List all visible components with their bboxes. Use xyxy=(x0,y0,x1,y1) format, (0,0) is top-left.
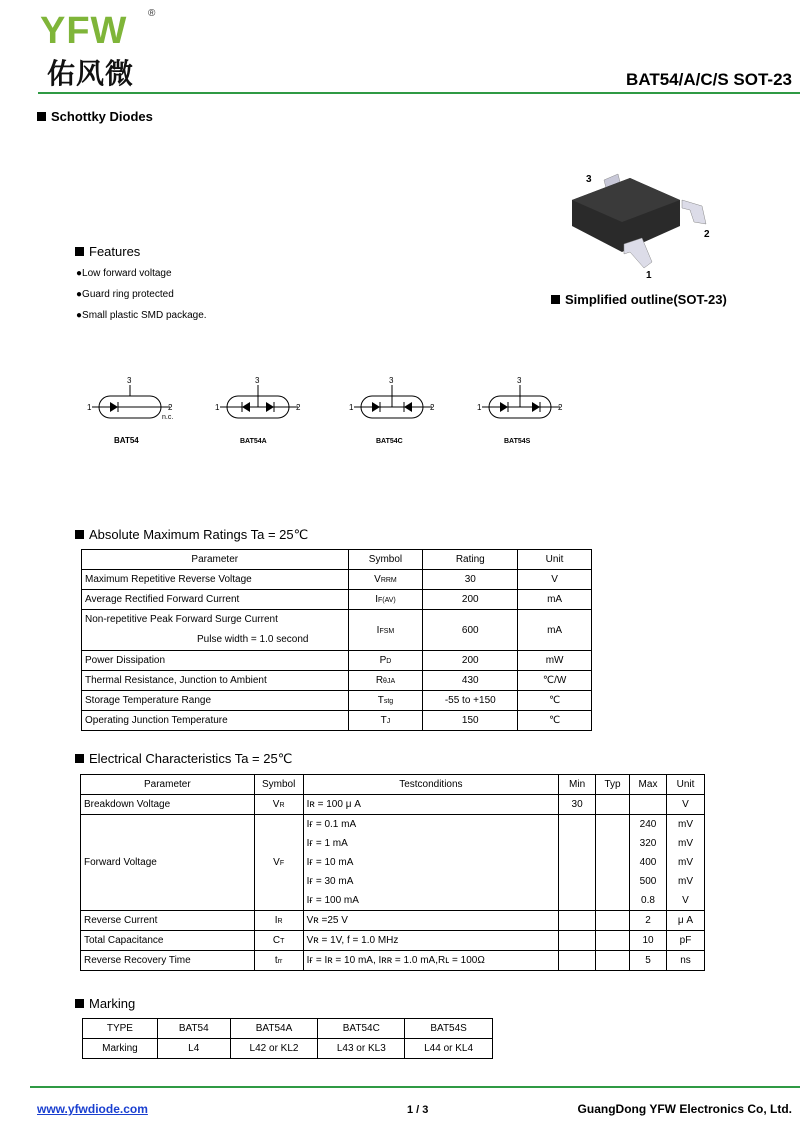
table-row: Marking L4 L42 or KL2 L43 or KL3 L44 or KL4 xyxy=(83,1039,493,1059)
table-row: Breakdown Voltage VR Iʀ = 100 μ A 30 V xyxy=(81,795,705,815)
pin-label: 2 xyxy=(430,403,435,412)
diode-symbol-icon xyxy=(242,402,250,412)
features-list xyxy=(76,263,207,326)
table-row: Total Capacitance CT Vʀ = 1V, f = 1.0 MHz 10 pF xyxy=(81,931,705,951)
table-row: Iғ = 30 mA 500 mV xyxy=(81,872,705,891)
diode-symbol-icon xyxy=(404,402,412,412)
bullet-square-icon xyxy=(37,112,46,121)
diode-symbol-icon xyxy=(266,402,274,412)
table-row: Storage Temperature Range Tstg -55 to +150 ℃ xyxy=(82,691,592,711)
bullet-square-icon xyxy=(75,530,84,539)
pin-label: 2 xyxy=(168,403,173,412)
table-row: Iғ = 1 mA 320 mV xyxy=(81,834,705,853)
table-row: Reverse Current IR Vʀ =25 V 2 μ A xyxy=(81,911,705,931)
marking-table xyxy=(82,1018,493,1059)
elec-table xyxy=(80,774,705,971)
table-row: Reverse Recovery Time trr Iғ = Iʀ = 10 mA, Iʀʀ = 1.0 mA,Rʟ = 100Ω 5 ns xyxy=(81,951,705,971)
company-logo xyxy=(40,8,156,53)
page-number: 1 / 3 xyxy=(407,1104,429,1116)
pin-label: 1 xyxy=(87,403,92,412)
table-row: Non-repetitive Peak Forward Surge Current Pulse width = 1.0 second IFSM 600 mA xyxy=(82,610,592,651)
col-header: Parameter xyxy=(82,550,349,570)
sot23-package-drawing xyxy=(560,160,720,280)
pin-label: 2 xyxy=(296,403,301,412)
col-header: Symbol xyxy=(348,550,423,570)
footer-rule xyxy=(30,1086,800,1088)
feature-item: ●Guard ring protected xyxy=(76,289,174,300)
logo-chinese: 佑风微 xyxy=(47,57,135,90)
pin-label: 1 xyxy=(477,403,482,412)
package-pin1 xyxy=(624,238,652,268)
col-header: Rating xyxy=(423,550,518,570)
marking-heading: Marking xyxy=(75,996,135,1011)
website-link[interactable]: www.yfwdiode.com xyxy=(37,1102,148,1116)
config-bat54a-diagram xyxy=(212,372,312,447)
config-name: BAT54A xyxy=(240,438,267,445)
company-name: GuangDong YFW Electronics Co, Ltd. xyxy=(577,1102,792,1116)
bullet-square-icon xyxy=(75,247,84,256)
abs-max-heading: Absolute Maximum Ratings Ta = 25℃ xyxy=(75,527,308,543)
table-row: Power Dissipation PD 200 mW xyxy=(82,651,592,671)
package-pin1-label: 1 xyxy=(646,270,652,280)
table-row: Operating Junction Temperature TJ 150 ℃ xyxy=(82,711,592,731)
config-bat54c-diagram xyxy=(346,372,446,447)
table-row: Iғ = 100 mA 0.8 V xyxy=(81,891,705,911)
table-row: Thermal Resistance, Junction to Ambient RθJA 430 ℃/W xyxy=(82,671,592,691)
elec-heading: Electrical Characteristics Ta = 25℃ xyxy=(75,751,292,767)
table-row: TYPE BAT54 BAT54A BAT54C BAT54S xyxy=(83,1019,493,1039)
pin-label: 3 xyxy=(127,376,132,385)
table-row: Average Rectified Forward Current IF(AV) 200 mA xyxy=(82,590,592,610)
table-row: Maximum Repetitive Reverse Voltage VRRM 30 V xyxy=(82,570,592,590)
config-bat54-diagram xyxy=(84,372,184,447)
table-header-row: Parameter Symbol Testconditions Min Typ Max Unit xyxy=(81,775,705,795)
diode-symbol-icon xyxy=(372,402,380,412)
col-header: Unit xyxy=(518,550,592,570)
package-pin3-label: 3 xyxy=(586,174,592,185)
table-row: Forward Voltage VF Iғ = 0.1 mA 240 mV xyxy=(81,815,705,835)
features-heading: Features xyxy=(75,244,140,259)
pin-label: 1 xyxy=(215,403,220,412)
feature-item: ●Low forward voltage xyxy=(76,268,172,279)
table-row: Iғ = 10 mA 400 mV xyxy=(81,853,705,872)
diode-symbol-icon xyxy=(532,402,540,412)
part-title: BAT54/A/C/S SOT-23 xyxy=(626,70,792,89)
feature-item: ●Small plastic SMD package. xyxy=(76,310,207,321)
config-name: BAT54S xyxy=(504,438,531,445)
bullet-square-icon xyxy=(75,754,84,763)
diode-symbol-icon xyxy=(110,402,118,412)
bullet-square-icon xyxy=(75,999,84,1008)
config-name: BAT54 xyxy=(114,436,139,445)
config-name: BAT54C xyxy=(376,438,403,445)
pin-label: 2 xyxy=(558,403,563,412)
product-type: Schottky Diodes xyxy=(37,109,153,124)
package-pin2-label: 2 xyxy=(704,229,710,240)
pin-label: 1 xyxy=(349,403,354,412)
registered-mark: ® xyxy=(148,8,156,19)
logo-latin: YFW xyxy=(40,10,128,52)
nc-note: n.c. xyxy=(162,414,174,421)
config-bat54s-diagram xyxy=(474,372,574,447)
abs-max-table xyxy=(81,549,592,731)
bullet-square-icon xyxy=(551,295,560,304)
header-rule xyxy=(38,92,800,94)
table-header-row xyxy=(82,550,592,570)
pin-label: 3 xyxy=(389,376,394,385)
package-pin2 xyxy=(682,200,706,224)
diode-symbol-icon xyxy=(500,402,508,412)
pin-label: 3 xyxy=(517,376,522,385)
package-caption: Simplified outline(SOT-23) xyxy=(551,292,727,307)
pin-label: 3 xyxy=(255,376,260,385)
